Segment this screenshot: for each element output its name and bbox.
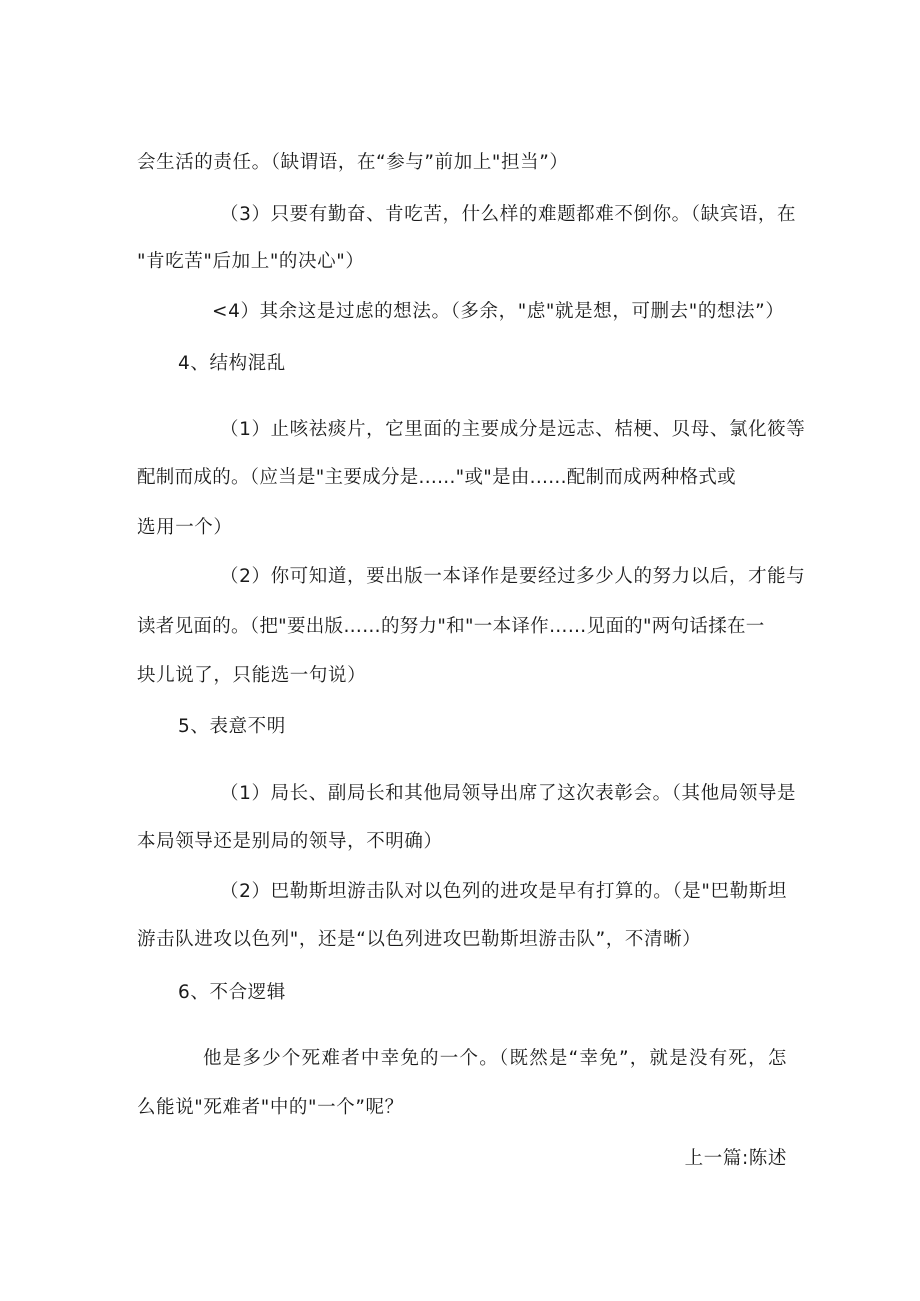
text-line-3: "肯吃苦"后加上"的决心"）: [137, 251, 365, 272]
section-heading-6: 6、不合逻辑: [178, 982, 286, 1003]
text-line-14: 游击队进攻以色列"，还是“以色列进攻巴勒斯坦游击队”，不清晰）: [137, 929, 702, 950]
text-line-9: 读者见面的。（把"要出版……的努力"和"一本译作……见面的"两句话揉在一: [137, 616, 765, 637]
text-line-10: 块儿说了，只能选一句说）: [137, 665, 367, 686]
text-line-16: 么能说"死难者"中的"一个”呢？: [137, 1097, 404, 1118]
text-line-8: （2）你可知道，要出版一本译作是要经过多少人的努力以后，才能与: [220, 566, 806, 587]
text-line-1: 会生活的责任。（缺谓语，在“参与”前加上"担当”）: [137, 152, 569, 173]
text-line-13: （2）巴勒斯坦游击队对以色列的进攻是早有打算的。（是"巴勒斯坦: [220, 881, 787, 902]
previous-article-link[interactable]: 上一篇:陈述: [684, 1148, 787, 1169]
section-heading-5: 5、表意不明: [178, 716, 286, 737]
text-line-4: <4）其余这是过虑的想法。（多余，"虑"就是想，可删去"的想法”）: [212, 301, 785, 322]
text-line-11: （1）局长、副局长和其他局领导出席了这次表彰会。（其他局领导是: [220, 783, 797, 804]
text-line-2: （3）只要有勤奋、肯吃苦，什么样的难题都难不倒你。（缺宾语，在: [220, 204, 797, 225]
text-line-6: 配制而成的。（应当是"主要成分是......"或"是由......配制而成两种格式或: [137, 467, 736, 488]
section-heading-4: 4、结构混乱: [178, 353, 286, 374]
text-line-15: 他是多少个死难者中幸免的一个。（既然是“幸免”，就是没有死，怎: [203, 1048, 787, 1069]
text-line-5: （1）止咳祛痰片，它里面的主要成分是远志、桔梗、贝母、氯化筱等: [220, 419, 806, 440]
text-line-12: 本局领导还是别局的领导，不明确）: [137, 831, 443, 852]
text-line-7: 选用一个）: [137, 517, 233, 538]
